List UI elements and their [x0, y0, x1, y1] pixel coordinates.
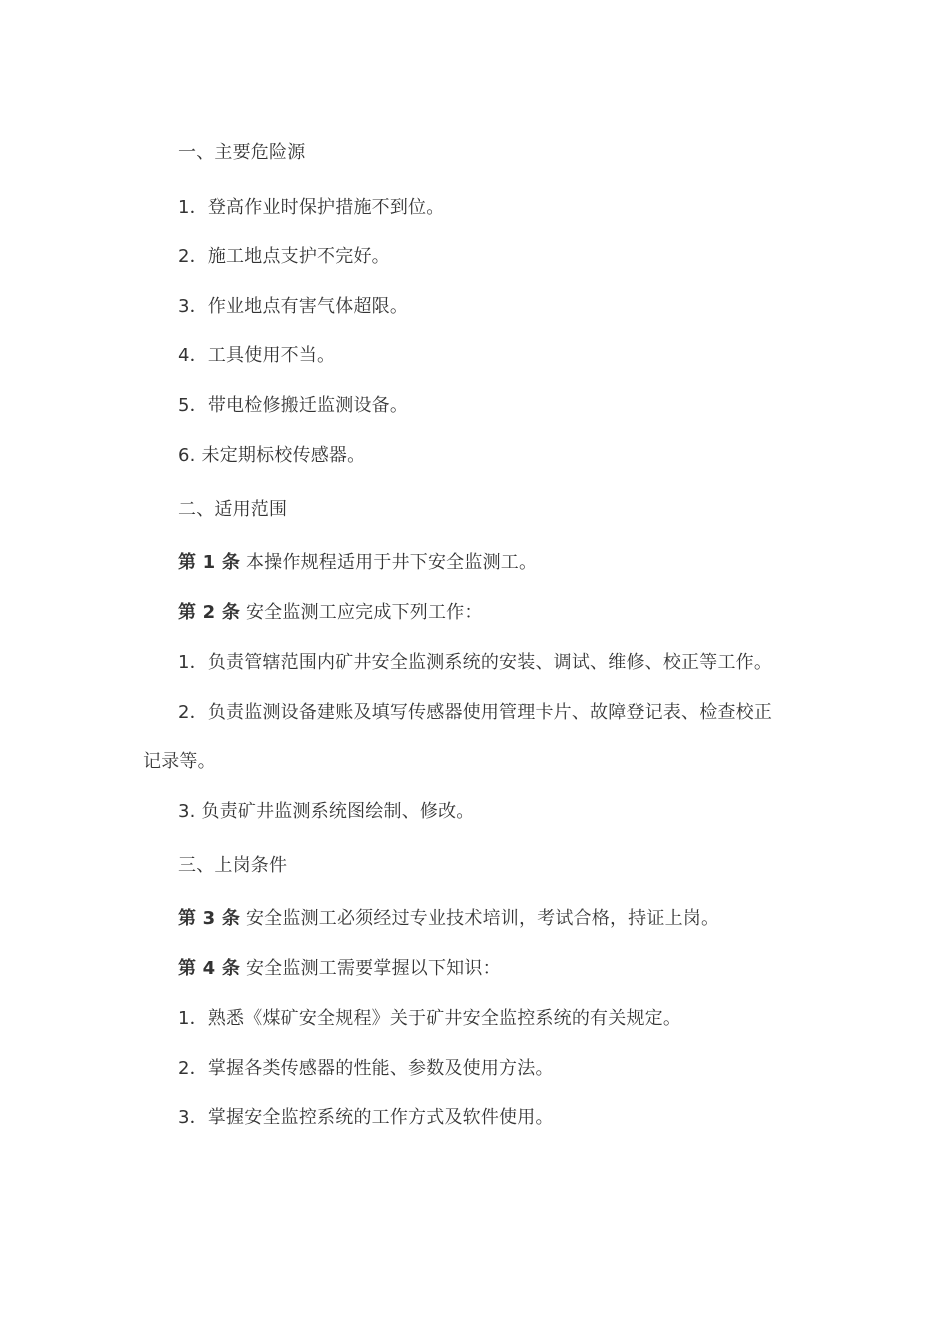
- hazard-item-3: 3．作业地点有害气体超限。: [178, 296, 409, 317]
- work-item-2: 2．负责监测设备建账及填写传感器使用管理卡片、故障登记表、检查校正: [178, 702, 773, 723]
- article-4-text: 安全监测工需要掌握以下知识：: [240, 958, 501, 979]
- article-1-text: 本操作规程适用于井下安全监测工。: [240, 552, 538, 573]
- work-item-2-continued: 记录等。: [143, 751, 216, 772]
- article-3-text: 安全监测工必须经过专业技术培训，考试合格，持证上岗。: [240, 908, 720, 929]
- hazard-item-6: 6. 未定期标校传感器。: [178, 445, 366, 466]
- section-heading-scope: 二、适用范围: [178, 499, 288, 520]
- knowledge-item-2: 2．掌握各类传感器的性能、参数及使用方法。: [178, 1058, 554, 1079]
- article-1: [178, 551, 818, 575]
- knowledge-item-3: 3．掌握安全监控系统的工作方式及软件使用。: [178, 1107, 554, 1128]
- article-2: [178, 601, 818, 625]
- hazard-item-2: 2．施工地点支护不完好。: [178, 246, 390, 267]
- article-4-label: 第 4 条: [178, 958, 241, 979]
- section-heading-requirements: 三、上岗条件: [178, 855, 288, 876]
- article-4: [178, 957, 818, 981]
- section-heading-hazards: 一、主要危险源: [178, 142, 306, 163]
- article-2-label: 第 2 条: [178, 602, 241, 623]
- article-1-label: 第 1 条: [178, 552, 241, 573]
- hazard-item-4: 4．工具使用不当。: [178, 345, 336, 366]
- hazard-item-1: 1．登高作业时保护措施不到位。: [178, 197, 445, 218]
- knowledge-item-1: 1．熟悉《煤矿安全规程》关于矿井安全监控系统的有关规定。: [178, 1008, 682, 1029]
- work-item-1: 1．负责管辖范围内矿井安全监测系统的安装、调试、维修、校正等工作。: [178, 652, 773, 673]
- work-item-3: 3. 负责矿井监测系统图绘制、修改。: [178, 801, 475, 822]
- hazard-item-5: 5．带电检修搬迁监测设备。: [178, 395, 409, 416]
- article-3-label: 第 3 条: [178, 908, 241, 929]
- article-2-text: 安全监测工应完成下列工作：: [240, 602, 483, 623]
- article-3: [178, 907, 818, 931]
